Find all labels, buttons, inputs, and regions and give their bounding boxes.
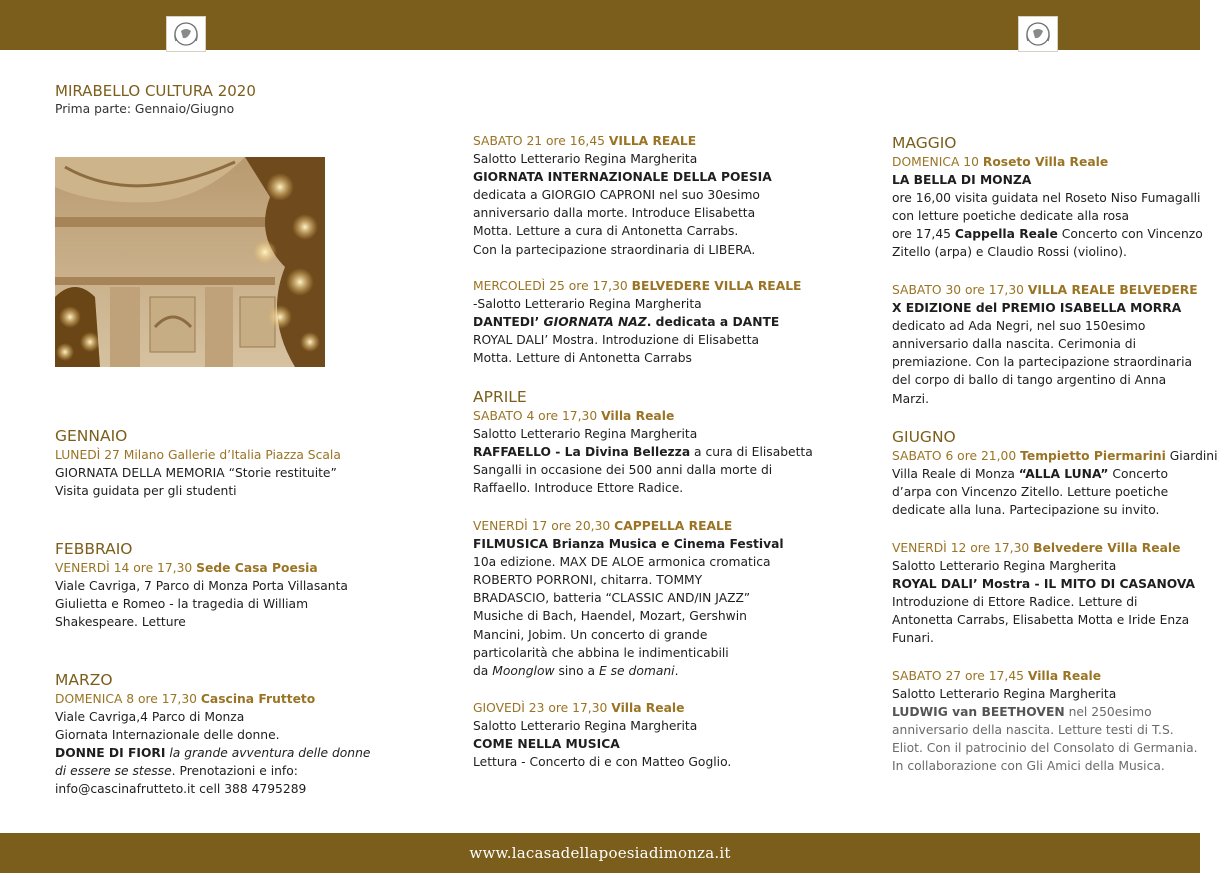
event-title: DANTEDI’ (473, 315, 540, 330)
month-section-aprile (473, 387, 813, 497)
event-description: 10a edizione. MAX DE ALOE armonica cromatica (473, 555, 771, 570)
event-organizer: Salotto Letterario Regina Margherita (473, 427, 698, 442)
month-heading: FEBBRAIO (55, 540, 133, 558)
event-description: Moonglow (492, 663, 555, 678)
event-title: DONNE DI FIORI (55, 746, 166, 761)
event-description: particolarità che abbina le indimenticabili (473, 645, 729, 660)
event-description: In collaborazione con Gli Amici della Musica. (892, 759, 1165, 774)
month-section-gennaio (55, 426, 341, 500)
event-description: BRADASCIO, batteria “CLASSIC AND/IN JAZZ” (473, 591, 751, 606)
page-subtitle: Prima parte: Gennaio/Giugno (55, 102, 235, 116)
month-section-marzo (55, 670, 371, 799)
event-description: dedicato ad Ada Negri, nel suo 150esimo (892, 319, 1146, 334)
event-address: Viale Cavriga, 7 Parco di Monza Porta Villasanta (55, 579, 348, 594)
event-venue: Tempietto Piermarini (1020, 449, 1166, 463)
event-organizer: Salotto Letterario Regina Margherita (473, 152, 698, 167)
event-description: Introduzione di Ettore Radice. Letture di (892, 595, 1138, 610)
event-description: Giardini (1169, 449, 1218, 463)
event-block (892, 281, 1198, 408)
event-title: GIORNATA NAZ (543, 315, 647, 330)
website-link[interactable]: www.lacasadellapoesiadimonza.it (469, 844, 731, 862)
event-venue: VILLA REALE (608, 134, 697, 148)
month-heading: MARZO (55, 671, 113, 689)
event-description: del corpo di ballo di tango argentino di Anna (892, 373, 1167, 388)
event-address: Viale Cavriga,4 Parco di Monza (55, 710, 245, 725)
event-venue: Cappella Reale (954, 227, 1058, 242)
event-date: SABATO 4 ore 17,30 (473, 409, 598, 423)
event-title: Giulietta e Romeo - la tragedia di William (55, 597, 309, 612)
event-description: nel 250esimo (1068, 705, 1152, 720)
event-title: Shakespeare. Letture (55, 615, 186, 630)
event-venue: VILLA REALE BELVEDERE (1027, 283, 1198, 297)
month-heading: APRILE (473, 388, 527, 406)
event-organizer: Salotto Letterario Regina Margherita (892, 559, 1117, 574)
footer-band (0, 833, 1200, 873)
event-title: X EDIZIONE del PREMIO ISABELLA MORRA (892, 301, 1182, 316)
event-date: DOMENICA 10 (892, 155, 979, 169)
event-description: . (674, 663, 679, 678)
event-description: Musiche di Bach, Haendel, Mozart, Gershwin (473, 609, 747, 624)
event-title: “ALLA LUNA” (1018, 467, 1109, 482)
event-title: LUDWIG van BEETHOVEN (892, 705, 1065, 720)
event-date: GIOVEDÌ 23 ore 17,30 (473, 701, 608, 715)
event-description: Motta. Letture a cura di Antonetta Carrabs. (473, 224, 739, 239)
event-contact: info@cascinafrutteto.it cell 388 4795289 (55, 782, 307, 797)
event-description: a cura di Elisabetta (690, 445, 813, 460)
event-description: con letture poetiche dedicate alla rosa (892, 209, 1130, 224)
event-title: GIORNATA INTERNAZIONALE DELLA POESIA (473, 170, 772, 185)
event-date: VENERDÌ 14 ore 17,30 (55, 561, 193, 575)
event-description: d’arpa con Vincenzo Zitello. Letture poetiche (892, 485, 1169, 500)
event-description: Concerto (1112, 467, 1168, 482)
page-title: MIRABELLO CULTURA 2020 (55, 82, 256, 100)
event-description: Con la partecipazione straordinaria di LIBERA. (473, 242, 756, 257)
event-description: Raffaello. Introduce Ettore Radice. (473, 481, 684, 496)
event-description: Zitello (arpa) e Claudio Rossi (violino). (892, 245, 1127, 260)
event-date: VENERDÌ 17 ore 20,30 (473, 519, 611, 533)
month-heading: GENNAIO (55, 427, 128, 445)
month-heading: GIUGNO (892, 428, 956, 446)
event-description: Visita guidata per gli studenti (55, 484, 237, 499)
event-date: SABATO 30 ore 17,30 (892, 283, 1024, 297)
event-description: ROYAL DALI’ Mostra. Introduzione di Elisabetta (473, 333, 760, 348)
event-block (473, 132, 773, 259)
event-description: Antonetta Carrabs, Elisabetta Motta e Iride Enza (892, 613, 1190, 628)
event-date: MERCOLEDÌ 25 ore 17,30 (473, 279, 628, 293)
event-block (473, 517, 784, 680)
event-description: anniversario dalla morte. Introduce Elisabetta (473, 206, 756, 221)
event-description: Villa Reale di Monza (892, 467, 1015, 482)
event-date: SABATO 21 ore 16,45 (473, 134, 605, 148)
event-date-venue: LUNEDÌ 27 Milano Gallerie d’Italia Piazza Scala (55, 448, 341, 462)
event-title: GIORNATA DELLA MEMORIA “Storie restituite” (55, 466, 337, 481)
event-date: DOMENICA 8 ore 17,30 (55, 692, 197, 706)
month-heading: MAGGIO (892, 134, 957, 152)
event-description: Marzi. (892, 391, 929, 406)
event-organizer: Salotto Letterario Regina Margherita (892, 687, 1117, 702)
event-block (473, 277, 802, 367)
event-description: anniversario dalla nascita. Cerimonia di (892, 337, 1136, 352)
event-description: dedicata a GIORGIO CAPRONI nel suo 30esimo (473, 188, 760, 203)
month-section-maggio (892, 133, 1203, 262)
event-block (892, 539, 1196, 648)
event-description: E se domani (598, 663, 675, 678)
event-description: Mancini, Jobim. Un concerto di grande (473, 627, 708, 642)
event-description: Funari. (892, 631, 934, 646)
event-venue: Cascina Frutteto (200, 692, 316, 706)
event-title: . dedicata a DANTE (646, 315, 780, 330)
event-description: Giornata Internazionale delle donne. (55, 728, 280, 743)
event-subtitle: la grande avventura delle donne (169, 746, 371, 761)
event-description: dedicate alla luna. Partecipazione su invito. (892, 503, 1160, 518)
event-title: FILMUSICA Brianza Musica e Cinema Festival (473, 537, 784, 552)
event-venue: Villa Reale (611, 701, 685, 715)
event-description: ore 17,45 (892, 227, 951, 242)
event-description: ore 16,00 visita guidata nel Roseto Niso Fumagalli (892, 191, 1201, 206)
event-venue: Roseto Villa Reale (982, 155, 1109, 169)
event-description: anniversario della nascita. Letture testi di T.S. (892, 723, 1174, 738)
event-subtitle: di essere se stesse (55, 764, 172, 779)
event-description: Lettura - Concerto di e con Matteo Goglio. (473, 755, 732, 770)
event-description: Eliot. Con il patrocinio del Consolato di Germania. (892, 741, 1198, 756)
event-venue: BELVEDERE VILLA REALE (631, 279, 802, 293)
event-description: Concerto con Vincenzo (1061, 227, 1203, 242)
event-date: VENERDÌ 12 ore 17,30 (892, 541, 1030, 555)
event-date: SABATO 6 ore 21,00 (892, 449, 1017, 463)
event-title: COME NELLA MUSICA (473, 737, 620, 752)
event-venue: Sede Casa Poesia (196, 561, 318, 575)
event-venue: Villa Reale (601, 409, 675, 423)
event-organizer: Salotto Letterario Regina Margherita (473, 719, 698, 734)
month-section-giugno (892, 427, 1218, 519)
event-description: da (473, 663, 489, 678)
event-description: sino a (558, 663, 596, 678)
event-block (473, 699, 773, 771)
event-description: Sangalli in occasione dei 500 anni dalla morte di (473, 463, 773, 478)
event-venue: CAPPELLA REALE (614, 519, 733, 533)
event-date: SABATO 27 ore 17,45 (892, 669, 1024, 683)
event-venue: Belvedere Villa Reale (1033, 541, 1181, 555)
event-title: ROYAL DALI’ Mostra - IL MITO DI CASANOVA (892, 577, 1196, 592)
event-organizer: -Salotto Letterario Regina Margherita (473, 297, 702, 312)
event-description: . Prenotazioni e info: (171, 764, 298, 779)
event-venue: Villa Reale (1027, 669, 1102, 683)
event-description: premiazione. Con la partecipazione straordinaria (892, 355, 1193, 370)
emblem-icon (1018, 16, 1058, 52)
event-description: ROBERTO PORRONI, chitarra. TOMMY (473, 573, 703, 588)
event-title: RAFFAELLO - La Divina Bellezza (473, 445, 691, 460)
emblem-icon (166, 16, 206, 52)
event-block (892, 667, 1198, 776)
event-description: Motta. Letture di Antonetta Carrabs (473, 351, 692, 366)
month-section-febbraio (55, 539, 348, 631)
villa-reale-photo (55, 157, 325, 367)
event-title: LA BELLA DI MONZA (892, 173, 1032, 188)
